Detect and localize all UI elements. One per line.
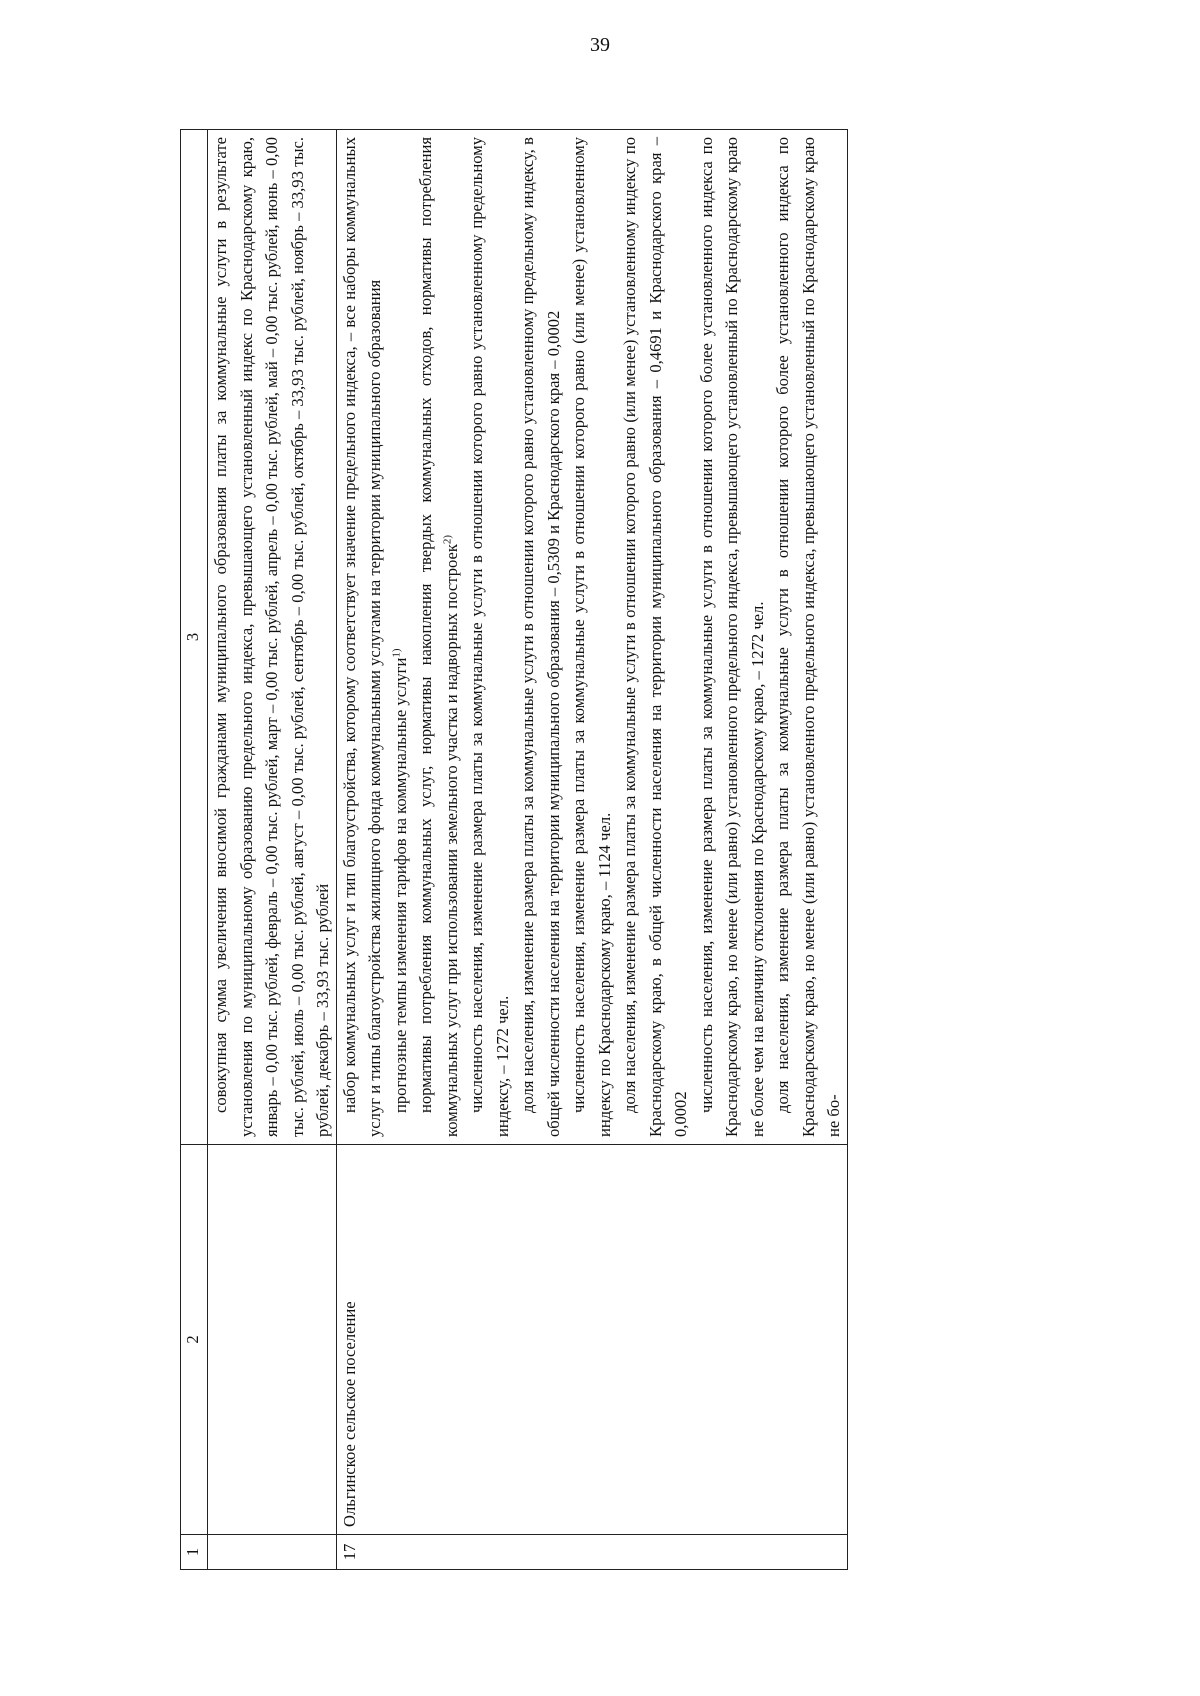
paragraph-service-set: набор коммунальных услуг и тип благоустройства, которому соответствует значение предельного индекса, – все наборы коммунальных услуг и типы благоустройства жилищного фонда коммунальными услугами на территории муниципального образования bbox=[339, 137, 384, 1137]
table-row bbox=[336, 130, 847, 1570]
page-number: 39 bbox=[590, 34, 610, 56]
paragraph-share-equal: доля населения, изменение размера платы за коммунальные услуги в отношении которого равно установленному предельному индексу, в общей численности населения на территории муниципального образования – 0,5309 и Краснодарского края – 0,0002 bbox=[518, 137, 563, 1137]
tariff-table bbox=[180, 129, 848, 1570]
paragraph-population-between: численность населения, изменение размера платы за коммунальные услуги в отношении которого более установленного индекса по Краснодарскому краю, но менее (или равно) установленного предельного индекса, превышающего установленный по Краснодарскому краю не более чем на величину отклонения по Краснодарскому краю, – 1272 чел. bbox=[696, 137, 767, 1137]
municipality-name: Ольгинское сельское поселение bbox=[336, 1145, 847, 1535]
paragraph-tariff-rates bbox=[388, 137, 414, 1137]
paragraph-population-less: численность населения, изменение размера платы за коммунальные услуги в отношении которого равно (или менее) установленному индексу по Краснодарскому краю, – 1124 чел. bbox=[569, 137, 614, 1137]
rotated-table-wrapper bbox=[180, 130, 1120, 1570]
empty-cell bbox=[208, 1535, 337, 1570]
continuation-cell bbox=[208, 130, 337, 1145]
row-number: 17 bbox=[336, 1535, 847, 1570]
footnote-mark: 1) bbox=[389, 648, 402, 658]
paragraph-text: прогнозные темпы изменения тарифов на коммунальные услуги bbox=[390, 657, 410, 1113]
paragraph-population-equal: численность населения, изменение размера платы за коммунальные услуги в отношении которого равно установленному предельному индексу, – 1272 чел. bbox=[467, 137, 512, 1137]
table-header-row bbox=[181, 130, 208, 1570]
continuation-text: совокупная сумма увеличения вносимой гражданами муниципального образования платы за коммунальные услуги в результате установления по муниципальному образованию предельного индекса, превышающего установленный индекс по Краснодарскому краю, январь – 0,00 тыс. рублей, февраль – 0,00 тыс. рублей, март – 0,00 тыс. рублей, апрель – 0,00 тыс. рублей, май – 0,00 тыс. рублей, июнь – 0,00 тыс. рублей, июль – 0,00 тыс. рублей, август – 0,00 тыс. рублей, сентябрь – 0,00 тыс. рублей, октябрь – 33,93 тыс. рублей, ноябрь – 33,93 тыс. рублей, декабрь – 33,93 тыс. рублей bbox=[211, 137, 332, 1137]
paragraph-share-between: доля населения, изменение размера платы за коммунальные услуги в отношении которого более установленного индекса по Краснодарскому краю, но менее (или равно) установленного предельного индекса, превышающего установленный по Краснодарскому краю не бо- bbox=[773, 137, 843, 1137]
empty-cell bbox=[208, 1145, 337, 1535]
paragraph-text: нормативы потребления коммунальных услуг, нормативы накопления твердых коммунальных отходов, нормативы потребления коммунальных услуг при использовании земельного участка и надворных построек bbox=[416, 137, 461, 1137]
table-row-continuation bbox=[208, 130, 337, 1570]
footnote-mark: 2) bbox=[440, 534, 453, 545]
header-col-1: 1 bbox=[181, 1535, 208, 1570]
indicator-cell bbox=[336, 130, 847, 1145]
header-col-2: 2 bbox=[181, 1145, 208, 1535]
paragraph-share-less: доля населения, изменение размера платы за коммунальные услуги в отношении которого равно (или менее) установленному индексу по Краснодарскому краю, в общей численности населения на территории муниципального образования – 0,4691 и Краснодарского края – 0,0002 bbox=[620, 137, 690, 1137]
paragraph-consumption-norms bbox=[413, 137, 464, 1137]
header-col-3: 3 bbox=[181, 130, 208, 1145]
